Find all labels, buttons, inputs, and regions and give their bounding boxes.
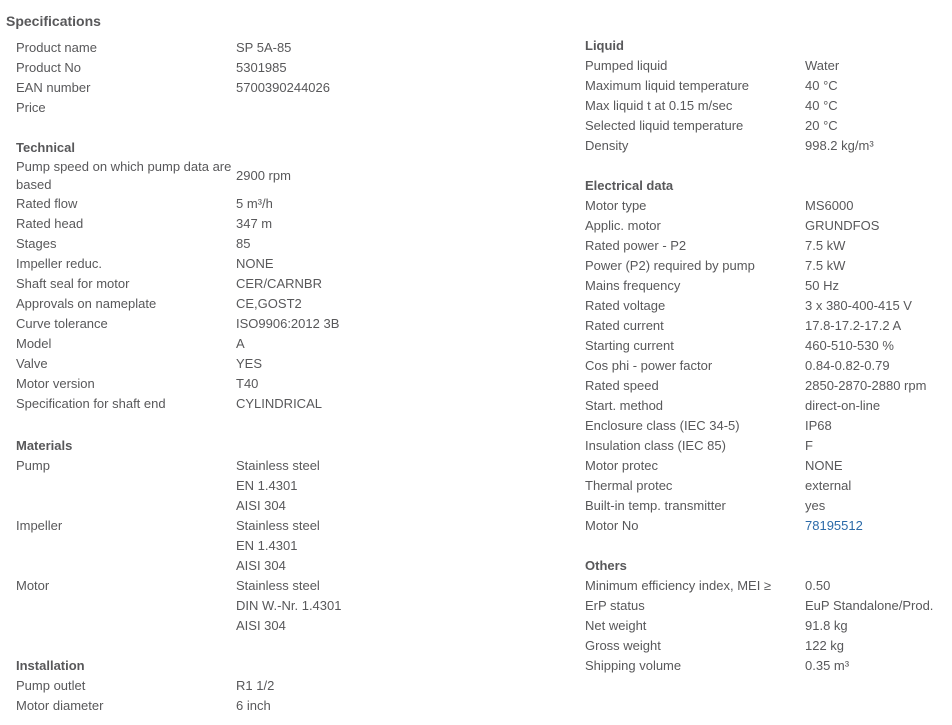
spec-label: Valve <box>16 356 48 371</box>
spec-row <box>16 576 436 636</box>
spec-value-text: 2900 rpm <box>236 168 291 183</box>
spec-label: Rated current <box>585 318 664 333</box>
spec-value <box>805 136 945 156</box>
spec-row <box>585 276 945 296</box>
page-title: Specifications <box>6 13 101 29</box>
spec-value-line: Stainless steel <box>236 518 320 533</box>
spec-value <box>805 216 945 236</box>
spec-value <box>805 496 945 516</box>
spec-label: Selected liquid temperature <box>585 118 744 133</box>
spec-value-text: 20 °C <box>805 118 838 133</box>
spec-label: Pump speed on which pump data are based <box>16 159 232 192</box>
spec-label: Model <box>16 336 52 351</box>
spec-label: Rated voltage <box>585 298 666 313</box>
spec-label: Approvals on nameplate <box>16 296 157 311</box>
spec-label: Applic. motor <box>585 218 661 233</box>
spec-value-text: direct-on-line <box>805 398 881 413</box>
spec-value <box>236 334 436 354</box>
liquid-section <box>585 36 945 156</box>
spec-value <box>236 374 436 394</box>
spec-row <box>585 636 945 656</box>
spec-value-text: NONE <box>236 256 274 271</box>
spec-label: Power (P2) required by pump <box>585 258 755 273</box>
spec-value-text: A <box>236 336 245 351</box>
spec-value-text: 2850-2870-2880 rpm <box>805 378 927 393</box>
spec-value-line: Stainless steel <box>236 578 320 593</box>
spec-value <box>236 158 436 194</box>
installation-section <box>16 656 436 716</box>
spec-row <box>585 436 945 456</box>
general-section <box>16 38 436 118</box>
spec-row <box>585 316 945 336</box>
section-heading: Liquid <box>585 38 624 53</box>
spec-label: Rated head <box>16 216 84 231</box>
spec-label: Motor diameter <box>16 698 104 713</box>
spec-label: Shipping volume <box>585 658 682 673</box>
spec-row <box>16 696 436 716</box>
spec-value-text: ISO9906:2012 3B <box>236 316 340 331</box>
spec-value <box>805 476 945 496</box>
spec-row <box>585 196 945 216</box>
spec-value-text: EuP Standalone/Prod. <box>805 598 934 613</box>
spec-value-text: 91.8 kg <box>805 618 848 633</box>
spec-label: Gross weight <box>585 638 661 653</box>
spec-row <box>585 56 945 76</box>
spec-row <box>16 98 436 118</box>
spec-value <box>805 376 945 396</box>
spec-value <box>805 596 945 616</box>
spec-value <box>236 314 436 334</box>
spec-row <box>16 314 436 334</box>
spec-row <box>16 194 436 214</box>
spec-row <box>16 394 436 414</box>
spec-value-text: yes <box>805 498 826 513</box>
spec-label: Motor type <box>585 198 647 213</box>
spec-label: Rated power - P2 <box>585 238 687 253</box>
spec-value <box>805 356 945 376</box>
spec-row <box>16 354 436 374</box>
section-heading: Materials <box>16 438 73 453</box>
spec-label: Starting current <box>585 338 674 353</box>
spec-value <box>805 656 945 676</box>
spec-label: Pump outlet <box>16 678 86 693</box>
spec-value <box>805 296 945 316</box>
spec-value <box>805 636 945 656</box>
spec-row <box>16 274 436 294</box>
spec-value-text: 5301985 <box>236 60 287 75</box>
spec-value-text: 0.84-0.82-0.79 <box>805 358 890 373</box>
spec-label: Price <box>16 100 46 115</box>
spec-row <box>585 256 945 276</box>
spec-value <box>805 196 945 216</box>
spec-label: Motor <box>16 578 50 593</box>
spec-row <box>16 38 436 58</box>
motor-no-link[interactable]: 78195512 <box>805 518 863 533</box>
spec-label: Motor protec <box>585 458 658 473</box>
spec-value <box>236 354 436 374</box>
spec-row <box>16 456 436 516</box>
spec-row <box>16 374 436 394</box>
spec-value-text: GRUNDFOS <box>805 218 880 233</box>
others-section <box>585 556 945 676</box>
spec-row <box>585 456 945 476</box>
spec-value-text: 40 °C <box>805 98 838 113</box>
spec-row <box>585 96 945 116</box>
spec-value-line: AISI 304 <box>236 498 286 513</box>
spec-row <box>585 236 945 256</box>
spec-value-line: Stainless steel <box>236 458 320 473</box>
spec-value-text: IP68 <box>805 418 832 433</box>
spec-value-text: 0.35 m³ <box>805 658 850 673</box>
spec-label: Motor No <box>585 518 639 533</box>
spec-value <box>805 396 945 416</box>
spec-label: Minimum efficiency index, MEI ≥ <box>585 578 772 593</box>
spec-value-text: 7.5 kW <box>805 238 846 253</box>
spec-row <box>16 58 436 78</box>
spec-value <box>236 576 436 636</box>
spec-row <box>585 76 945 96</box>
spec-value-text: 347 m <box>236 216 273 231</box>
spec-value <box>805 256 945 276</box>
spec-value-text: CER/CARNBR <box>236 276 322 291</box>
spec-value-text: 7.5 kW <box>805 258 846 273</box>
spec-value-line: DIN W.-Nr. 1.4301 <box>236 598 342 613</box>
spec-label: Mains frequency <box>585 278 681 293</box>
spec-label: Max liquid t at 0.15 m/sec <box>585 98 733 113</box>
materials-section <box>16 436 436 636</box>
spec-value <box>236 194 436 214</box>
spec-value-text: CE,GOST2 <box>236 296 302 311</box>
spec-label: ErP status <box>585 598 645 613</box>
spec-value <box>236 394 436 414</box>
spec-row <box>16 158 436 194</box>
spec-label: Enclosure class (IEC 34-5) <box>585 418 740 433</box>
spec-value <box>805 276 945 296</box>
spec-value <box>805 436 945 456</box>
spec-label: Cos phi - power factor <box>585 358 713 373</box>
spec-row <box>585 616 945 636</box>
section-heading: Others <box>585 558 627 573</box>
spec-value-text: 122 kg <box>805 638 845 653</box>
spec-value <box>805 76 945 96</box>
spec-label: Pump <box>16 458 50 473</box>
spec-label: Pumped liquid <box>585 58 668 73</box>
spec-row <box>16 676 436 696</box>
spec-row <box>16 334 436 354</box>
spec-value-line: EN 1.4301 <box>236 538 298 553</box>
spec-label: Impeller <box>16 518 63 533</box>
section-heading: Installation <box>16 658 85 673</box>
spec-row <box>585 356 945 376</box>
spec-value <box>236 58 436 78</box>
spec-value-text: MS6000 <box>805 198 854 213</box>
spec-row <box>16 294 436 314</box>
spec-value <box>236 274 436 294</box>
spec-row <box>585 296 945 316</box>
spec-value <box>805 56 945 76</box>
spec-value-text: 40 °C <box>805 78 838 93</box>
spec-value-text: F <box>805 438 813 453</box>
spec-value <box>805 576 945 596</box>
spec-value-text: 3 x 380-400-415 V <box>805 298 912 313</box>
spec-value-text: R1 1/2 <box>236 678 275 693</box>
spec-value <box>236 234 436 254</box>
spec-value-text: 0.50 <box>805 578 831 593</box>
spec-row <box>585 136 945 156</box>
spec-value-text: NONE <box>805 458 843 473</box>
spec-value <box>805 456 945 476</box>
spec-row <box>585 396 945 416</box>
spec-value-text: SP 5A-85 <box>236 40 292 55</box>
spec-label: Rated speed <box>585 378 659 393</box>
spec-label: Maximum liquid temperature <box>585 78 750 93</box>
spec-row <box>585 476 945 496</box>
spec-label: Product name <box>16 40 97 55</box>
spec-value <box>805 116 945 136</box>
spec-value-text: 6 inch <box>236 698 271 713</box>
spec-value <box>236 456 436 516</box>
technical-section <box>16 138 436 414</box>
spec-row <box>585 516 945 536</box>
spec-value-text: T40 <box>236 376 259 391</box>
spec-row <box>585 116 945 136</box>
spec-value-text: 85 <box>236 236 251 251</box>
spec-value <box>805 236 945 256</box>
section-heading: Electrical data <box>585 178 674 193</box>
spec-value-line: AISI 304 <box>236 618 286 633</box>
spec-value-text: 5 m³/h <box>236 196 273 211</box>
spec-value <box>236 254 436 274</box>
spec-value <box>805 616 945 636</box>
spec-value <box>236 214 436 234</box>
spec-value <box>236 294 436 314</box>
spec-row <box>585 656 945 676</box>
spec-value-text: Water <box>805 58 840 73</box>
spec-row <box>16 78 436 98</box>
spec-value <box>236 98 436 118</box>
spec-label: Specification for shaft end <box>16 396 166 411</box>
spec-value <box>805 416 945 436</box>
spec-value <box>805 516 945 536</box>
spec-row <box>585 596 945 616</box>
spec-label: EAN number <box>16 80 91 95</box>
spec-row <box>585 336 945 356</box>
spec-label: Rated flow <box>16 196 78 211</box>
spec-value-text: 17.8-17.2-17.2 A <box>805 318 902 333</box>
spec-value <box>236 78 436 98</box>
spec-label: Impeller reduc. <box>16 256 102 271</box>
spec-value <box>805 316 945 336</box>
spec-value <box>805 336 945 356</box>
spec-label: Stages <box>16 236 57 251</box>
spec-row <box>585 576 945 596</box>
spec-label: Start. method <box>585 398 664 413</box>
spec-value <box>236 38 436 58</box>
spec-value-text: YES <box>236 356 263 371</box>
spec-row <box>585 496 945 516</box>
spec-value-text: 5700390244026 <box>236 80 330 95</box>
spec-row <box>16 254 436 274</box>
spec-value <box>236 516 436 576</box>
spec-label: Insulation class (IEC 85) <box>585 438 726 453</box>
spec-value-line: EN 1.4301 <box>236 478 298 493</box>
electrical-section <box>585 176 945 536</box>
spec-value-text: 50 Hz <box>805 278 839 293</box>
spec-row <box>585 216 945 236</box>
spec-value <box>236 696 436 716</box>
spec-label: Motor version <box>16 376 95 391</box>
spec-label: Density <box>585 138 629 153</box>
spec-row <box>585 416 945 436</box>
spec-value-line: AISI 304 <box>236 558 286 573</box>
spec-value-text: external <box>805 478 852 493</box>
spec-label: Shaft seal for motor <box>16 276 130 291</box>
spec-value-text: 460-510-530 % <box>805 338 894 353</box>
spec-row <box>585 376 945 396</box>
spec-label: Curve tolerance <box>16 316 108 331</box>
spec-label: Built-in temp. transmitter <box>585 498 726 513</box>
spec-label: Thermal protec <box>585 478 673 493</box>
spec-label: Net weight <box>585 618 647 633</box>
spec-row <box>16 234 436 254</box>
spec-row <box>16 516 436 576</box>
spec-label: Product No <box>16 60 82 75</box>
spec-value-text: CYLINDRICAL <box>236 396 322 411</box>
spec-row <box>16 214 436 234</box>
spec-value <box>805 96 945 116</box>
spec-value-text: 998.2 kg/m³ <box>805 138 874 153</box>
section-heading: Technical <box>16 140 76 155</box>
spec-value <box>236 676 436 696</box>
